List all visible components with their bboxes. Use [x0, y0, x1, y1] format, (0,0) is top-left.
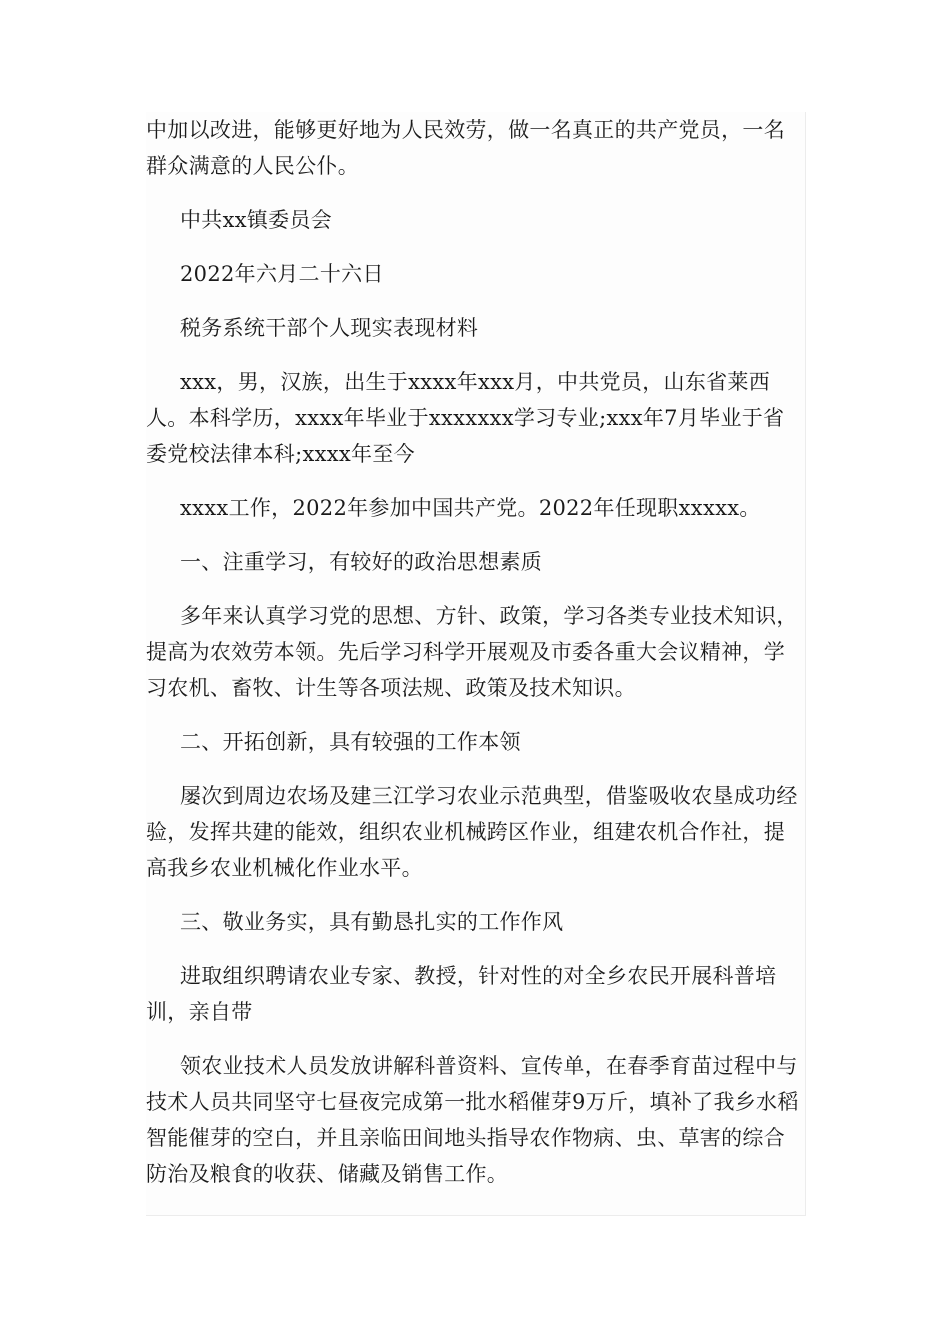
document-body — [146, 112, 806, 1216]
section-title: 税务系统干部个人现实表现材料 — [180, 316, 479, 340]
section-heading: 一、注重学习，有较好的政治思想素质 — [180, 550, 543, 574]
paragraph: 领农业技术人员发放讲解科普资料、宣传单，在春季育苗过程中与技术人员共同坚守七昼夜完成第一批水稻催芽9万斤，填补了我乡水稻智能催芽的空白，并且亲临田间地头指导农作物病、虫、草害的综合防治及粮食的收获、储藏及销售工作。 — [146, 1054, 799, 1186]
paragraph: 进取组织聘请农业专家、教授，针对性的对全乡农民开展科普培训，亲自带 — [146, 964, 777, 1024]
signature-organization: 中共xx镇委员会 — [180, 208, 333, 232]
signature-date: 2022年六月二十六日 — [180, 262, 384, 286]
paragraph: xxx，男，汉族，出生于xxxx年xxx月，中共党员，山东省莱西人。本科学历，xxxx年毕业于xxxxxxx学习专业;xxx年7月毕业于省委党校法律本科;xxxx年至今 — [146, 370, 785, 466]
paragraph: 屡次到周边农场及建三江学习农业示范典型，借鉴吸收农垦成功经验，发挥共建的能效，组织农业机械跨区作业，组建农机合作社，提高我乡农业机械化作业水平。 — [146, 784, 798, 880]
section-heading: 二、开拓创新，具有较强的工作本领 — [180, 730, 521, 754]
section-heading: 三、敬业务实，具有勤恳扎实的工作作风 — [180, 910, 564, 934]
paragraph: 多年来认真学习党的思想、方针、政策，学习各类专业技术知识，提高为农效劳本领。先后学习科学开展观及市委各重大会议精神，学习农机、畜牧、计生等各项法规、政策及技术知识。 — [146, 604, 798, 700]
paragraph: xxxx工作，2022年参加中国共产党。2022年任现职xxxxx。 — [180, 496, 761, 520]
paragraph: 中加以改进，能够更好地为人民效劳，做一名真正的共产党员，一名群众满意的人民公仆。 — [146, 118, 785, 178]
